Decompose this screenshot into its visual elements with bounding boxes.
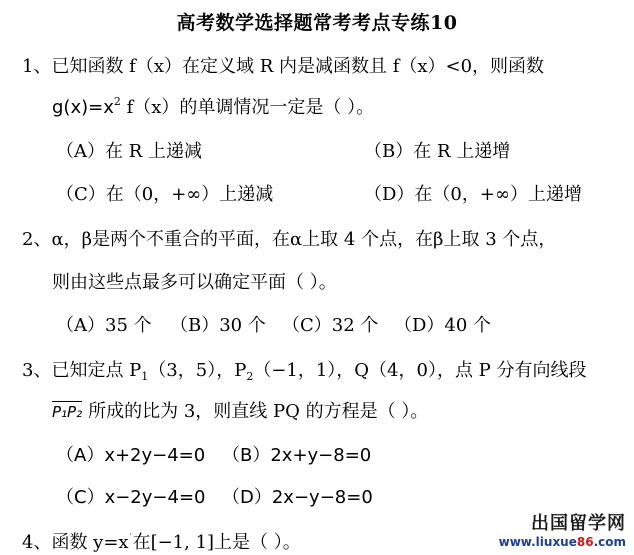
q2-stem-line2: 则由这些点最多可以确定平面（ ）。 <box>52 272 337 293</box>
q3-stem-c: （−1，1），Q（4，0），点 P 分有向线段 <box>253 360 587 381</box>
q1-stem-line1: 1、已知函数 f（x）在定义域 R 内是减函数且 f（x）<0，则函数 <box>22 56 545 77</box>
watermark-name: 出国留学网 <box>531 513 626 534</box>
q3-sub-2: 2 <box>246 370 254 383</box>
watermark-url-a: www.liuxue <box>498 535 577 549</box>
q1-option-c: （C）在（0，+∞）上递减 <box>56 184 274 205</box>
q2-option-d: （D）40 个 <box>394 315 492 336</box>
q1-exponent: 2 <box>113 95 121 108</box>
q3-option-d: （D）2x−y−8=0 <box>222 487 373 508</box>
q4-stem-a: 4、函数 y=x <box>22 532 129 553</box>
q3-sub-1: 1 <box>141 370 149 383</box>
q3-stem-rest: 所成的比为 3，则直线 PQ 的方程是（ ）。 <box>88 401 429 422</box>
q2-option-a: （A）35 个 <box>56 315 152 336</box>
q2-option-b: （B）30 个 <box>170 315 266 336</box>
watermark-url-c: .com <box>593 535 626 549</box>
watermark-url <box>499 535 626 549</box>
q1-option-d: （D）在（0，+∞）上递增 <box>364 184 582 205</box>
q1-stem-rest: f（x）的单调情况一定是（ ）。 <box>120 97 375 118</box>
q1-option-a: （A）在 R 上递减 <box>56 141 202 162</box>
q1-option-b: （B）在 R 上递增 <box>364 141 511 162</box>
q3-option-c: （C）x−2y−4=0 <box>56 487 206 508</box>
q3-stem-a: 3、已知定点 P <box>22 360 142 381</box>
q3-option-a: （A）x+2y−4=0 <box>56 445 206 466</box>
watermark-url-b: 86 <box>576 535 594 549</box>
q3-option-b: （B）2x+y−8=0 <box>222 445 372 466</box>
q3-vector-p1p2: P₁P₂ <box>52 403 83 421</box>
document-title: 高考数学选择题常考考点专练10 <box>176 12 458 34</box>
q2-stem-line1: 2、α，β是两个不重合的平面，在α上取 4 个点，在β上取 3 个点， <box>22 229 557 250</box>
q1-gx: g(x)=x <box>52 97 114 118</box>
q3-stem-line2 <box>52 397 428 423</box>
site-watermark <box>499 509 626 549</box>
q4-stem-b: 在[−1, 1]上是（ ）。 <box>132 532 301 553</box>
q3-stem-b: （3，5），P <box>148 360 247 381</box>
q1-stem-line2 <box>52 93 374 119</box>
q4-stem-line1 <box>22 528 301 554</box>
q3-stem-line1 <box>22 356 587 383</box>
q4-exponent-mark: ˙ <box>128 533 133 542</box>
q2-option-c: （C）32 个 <box>282 315 379 336</box>
